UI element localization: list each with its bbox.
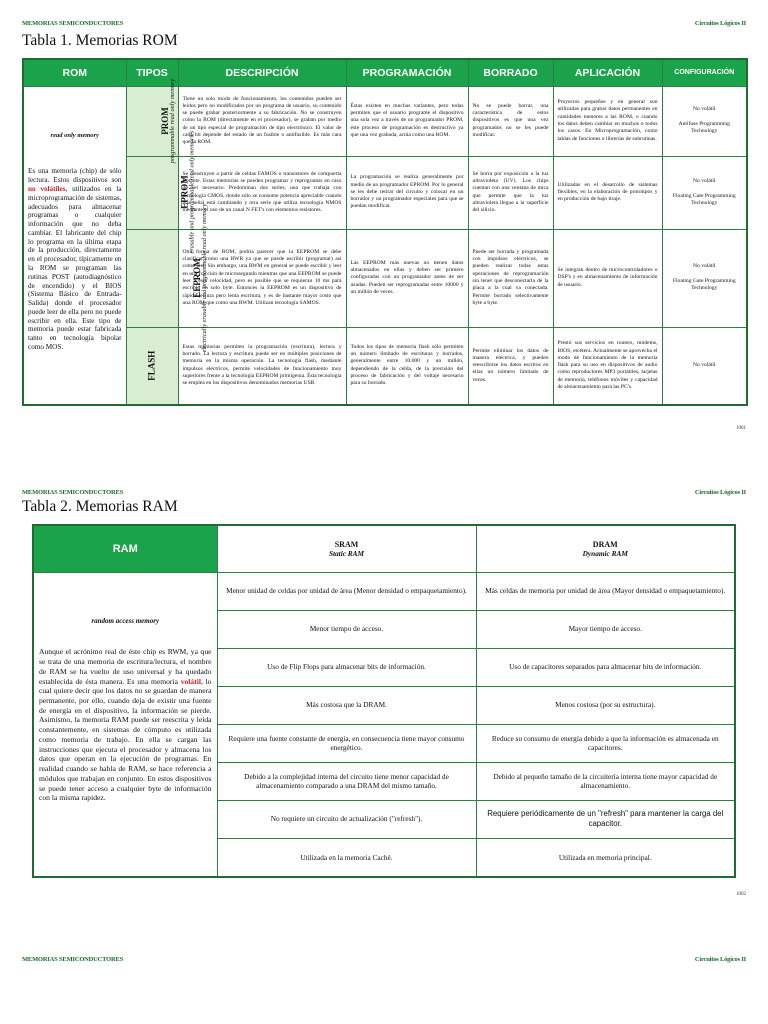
header-right: Circuitos Lógicos II — [694, 489, 746, 496]
rom-table — [22, 58, 748, 406]
dram-cell: Mayor tiempo de acceso. — [476, 610, 735, 648]
configuracion-cell — [662, 327, 747, 405]
tipo-cell-eeprom — [126, 203, 209, 352]
aplicacion-cell: Prestó sus servicios en routers, módems, BIOS, etcétera. Actualmente se aprovecha el modo de funcionamiento de la memoria flash para su uso en dispositivos de audio como reproductores MP3 portátiles, tarjetas de memoria, teléfonos móviles y capacidad de almacenamiento para las PC's. — [553, 327, 662, 405]
config-volatility: No volátil — [692, 177, 716, 184]
sram-cell: Requiere una fuente constante de energía, en consecuencia tiene mayor consumo energético. — [217, 724, 476, 762]
config-technology: Floating Gate Programming Technology — [672, 278, 736, 292]
ram-subtitle: random access memory — [91, 616, 160, 625]
ram-definition-text: Aunque el acrónimo real de éste chip es RWM, ya que se trata de una memoria de escritura/lectura, el nombre de RAM se ha vuelto de uso universal y ha quedado establecida de ésta manera. Es una memoria — [39, 647, 212, 686]
programacion-cell: Todos los tipos de memoria flash sólo permiten un número limitado de escrituras y borrados, generalmente entre 10.000 y un millón, dependiendo de la celda, de la precisión del proceso de fabricación y del voltaje necesario para su borrado. — [346, 327, 468, 405]
ram-definition-highlight: volátil — [180, 676, 201, 686]
tipo-cell-flash — [126, 327, 178, 405]
table-row — [33, 572, 735, 610]
dram-name: DRAM — [592, 539, 618, 549]
borrado-cell: Puede ser borrada y programada con impulsos eléctricos, se pueden realizar todas estas operaciones de reprogramación sin tener que desconectarla de la placa a la cual va conectada. Permite borrado selectivamente byte a byte. — [468, 229, 553, 327]
programacion-cell: Las EEPROM más nuevas no tienen datos almacenados en ellas y deben ser primero configuradas con un programador antes de ser usadas. Pueden ser reprogramadas entre 10000 y un millón de veces. — [346, 229, 468, 327]
tipo-name: PROM — [159, 106, 170, 135]
ram-header-row — [33, 525, 735, 572]
rom-table-title: Tabla 1. Memorias ROM — [22, 32, 178, 49]
rom-subtitle: read only memory — [50, 131, 99, 139]
col-header-ram: RAM — [33, 525, 217, 572]
sram-cell: Menor tiempo de acceso. — [217, 610, 476, 648]
configuracion-cell — [662, 229, 747, 327]
tipo-name: EPROM — [178, 175, 189, 209]
dram-cell: Reduce su consumo de energía debido a que la información es almacenada en capacitores. — [476, 724, 735, 762]
table-row — [23, 229, 747, 327]
col-header-tipos: TIPOS — [126, 59, 178, 86]
programacion-cell: Éstas existen en muchas variantes, pero todas permiten que el usuario programe el dispositivo una sola vez a través de un programador PROM, éste proceso de programación es destructivo ya que una vez grabada, actúa como una ROM. — [346, 86, 468, 156]
tipo-name: FLASH — [146, 350, 157, 381]
dram-cell: Debido al pequeño tamaño de la circuitería interna tiene mayor capacidad de almacenamiento. — [476, 762, 735, 800]
config-volatility: No volátil — [692, 263, 716, 270]
borrado-cell: Se borra por exposición a la luz ultravioleta (UV). Los chips cuentan con una ventana de mica que permite que la luz ultravioleta llegue a la superficie del silicio. — [468, 156, 553, 229]
aplicacion-cell: Se integran dentro de microcontroladores o DSP's y en almacenamiento de información de usuario. — [553, 229, 662, 327]
col-header-configuracion: CONFIGURACIÓN — [662, 59, 747, 86]
col-header-sram — [217, 525, 476, 572]
dram-cell: Más celdas de memoria por unidad de área (Mayor densidad o empaquetamiento). — [476, 572, 735, 610]
sram-cell: Menor unidad de celdas por unidad de área (Menor densidad o empaquetamiento). — [217, 572, 476, 610]
col-header-programacion: PROGRAMACIÓN — [346, 59, 468, 86]
table-row — [23, 86, 747, 156]
aplicacion-cell: Proyectos pequeños y en general son utilizadas para grabar datos permanentes en cantidades menores a las ROM, o cuando los datos deben cambiar en muchos o todos los casos. En Microprogramación, como tablas de funciones o librerías de subrutinas. — [553, 86, 662, 156]
tipo-expansion: programmable read only memory — [169, 78, 177, 163]
header-right: Circuitos Lógicos II — [694, 956, 746, 963]
config-technology: Floating Gate Programming Technology — [672, 192, 736, 206]
descripcion-cell: Se construyen a partir de celdas FAMOS o transistores de compuerta flotante. Estas memorias se pueden programar y reprogramar en caso de ser necesario. Predominan dos series, una que trabaja con tecnología CMOS, donde sólo se consume potencia apreciable cuando una señal está cambiando y otra serie que utiliza tecnología NMOS mediante el uso de un canal N FET's con elementos resistores. — [178, 156, 346, 229]
sram-cell: No requiere un circuito de actualización ("refresh"). — [217, 800, 476, 838]
col-header-rom: ROM — [23, 59, 126, 86]
aplicacion-cell: Utilizadas en el desarrollo de sistemas flexibles, en la elaboración de prototipos y en producción de bajo tiraje. — [553, 156, 662, 229]
config-volatility: No volátil — [692, 362, 716, 369]
programacion-cell: La programación se realiza generalmente por medio de un programador EPROM. Por lo general se les debe retirar del circuito y colocar en un borrador y un programador especiales para que se puedan modificar. — [346, 156, 468, 229]
col-header-descripcion: DESCRIPCIÓN — [178, 59, 346, 86]
descripcion-cell: Estas memorias permiten la programación (escritura), lectura y borrado. La lectura y escritura puede ser en múltiples posiciones de memoria en la misma operación. La tecnología flash, mediante impulsos eléctricos, permite velocidades de funcionamiento muy superiores frente a la tecnología EEPROM primigenia. Ésta tecnología se emplea en los dispositivos denominados memorias USB. — [178, 327, 346, 405]
rom-definition-text: Es una memoria (chip) de sólo lectura. Estos dispositivos son — [28, 167, 122, 185]
dram-cell: Uso de capacitores separados para almacenar bits de información. — [476, 648, 735, 686]
sram-cell: Debido a la complejidad interna del circuito tiene menor capacidad de almacenamiento comparado a una DRAM del mismo tamaño. — [217, 762, 476, 800]
tipo-cell-eprom — [126, 130, 196, 254]
ram-table — [32, 524, 736, 878]
rom-header-row — [23, 59, 747, 86]
ram-definition-cell — [33, 572, 217, 877]
configuracion-cell — [662, 156, 747, 229]
sram-cell: Uso de Flip Flops para almacenar bits de información. — [217, 648, 476, 686]
tipo-expansion: erasable and programmable read only memories — [188, 130, 196, 254]
sram-name: SRAM — [334, 539, 359, 549]
rom-definition-highlight: no volátiles — [28, 184, 66, 193]
borrado-cell: Permite eliminar los datos de manera eléctrica, y pueden reescribirse los datos escritos en ellas un número limitado de veces. — [468, 327, 553, 405]
ram-definition-text-cont: , lo cual quiere decir que los datos no se guardan de manera permanente, por ello, cuando deja de existir una fuente de energía en el dispositivo, la información se pierde. Asimismo, la memoria RAM puede ser reescrita y leída constantemente, en sistemas de cómputo es utilizada como memoria de trabajo. En ella se cargan las instrucciones que ejecuta el procesador y almacena los datos que operan en la ejecución de programas. En realidad cuando se habla de RAM, se hace referencia a módulos que trabajan en conjunto. En estos dispositivos se puede tener acceso a cualquier byte de información con la misma rapidez. — [39, 676, 212, 803]
sram-cell: Más costosa que la DRAM. — [217, 686, 476, 724]
sram-cell: Utilizada en la memoria Caché. — [217, 838, 476, 877]
header-left: MEMORIAS SEMICONDUCTORES — [22, 956, 124, 963]
rom-definition-text-cont: , utilizados en la microprogramación de sistemas, adecuados para almacenar programas o cualquier información que no deba cambiar. El fabricante del chip lo programa en la última etapa de la producción, directamente en el procesador, típicamente en la ROM se programan las rutinas POST (autodiagnóstico de encendido) y el BIOS (Sistema Básico de Entrada-Salida) donde el procesador puede leer de ella pero no puede escribir en ella. Este tipo de memoria puede estar fabricada tanto en tecnología bipolar como MOS. — [28, 184, 122, 352]
rom-definition-cell — [23, 86, 126, 405]
ram-table-title: Tabla 2. Memorias RAM — [22, 498, 178, 515]
header-right: Circuitos Lógicos II — [694, 20, 746, 27]
col-header-aplicacion: APLICACIÓN — [553, 59, 662, 86]
tipo-name: EEPROM — [191, 257, 202, 298]
table-row — [23, 156, 747, 229]
configuracion-cell — [662, 86, 747, 156]
descripcion-cell: Otra forma de ROM, podría parecer que la EEPROM se debe clasificar como una RWR ya que se puede escribir (programar) así como leer. Sin embargo, una RWM en general se puede escribir y leer en una fracción de microsegundo mientras que una EEPROM se puede leer a esta velocidad, pero es posible que se requieran 10 ms para escribir un solo byte. Entonces la EEPROM es un dispositivo de rápida lectura pero lenta escritura, y es de bastante mayor costo que una ROM que como una RWM. Utilizan tecnología SAMOS. — [178, 229, 346, 327]
header-left: MEMORIAS SEMICONDUCTORES — [22, 20, 124, 27]
dram-expansion: Dynamic RAM — [582, 548, 628, 558]
col-header-dram — [476, 525, 735, 572]
dram-cell: Requiere periódicamente de un "refresh" para mantener la carga del capacitor. — [476, 800, 735, 838]
header-left: MEMORIAS SEMICONDUCTORES — [22, 489, 124, 496]
descripcion-cell: Tiene un solo modo de funcionamiento, los contenidos pueden ser leídos pero no modificados por un programa de usuario, su contenido se puede grabar posteriormente a su fabricación. No se construyen como la ROM (directamente en el procesador), se graban por medio de un tipo especial de programación de tipo electrónico. El valor de cada bit depende del estado de un fusible o antifusible. Es más cara que la ROM. — [178, 86, 346, 156]
dram-cell: Menos costosa (por su estructura). — [476, 686, 735, 724]
page-number: 1001 — [736, 426, 746, 431]
sram-expansion: Static RAM — [328, 548, 365, 558]
dram-cell: Utilizada en memoria principal. — [476, 838, 735, 877]
page-number: 1002 — [736, 892, 746, 897]
config-technology: Antifuse Programming Technology — [678, 121, 730, 135]
col-header-borrado: BORRADO — [468, 59, 553, 86]
config-volatility: No volátil — [692, 106, 716, 113]
tipo-cell-prom — [126, 78, 178, 163]
tipo-expansion: electrically erasable and programmable read only memory — [201, 203, 209, 352]
borrado-cell: No se puede borrar, una característica de estos dispositivos es que una vez programados no se les puede modificar. — [468, 86, 553, 156]
table-row — [23, 327, 747, 405]
